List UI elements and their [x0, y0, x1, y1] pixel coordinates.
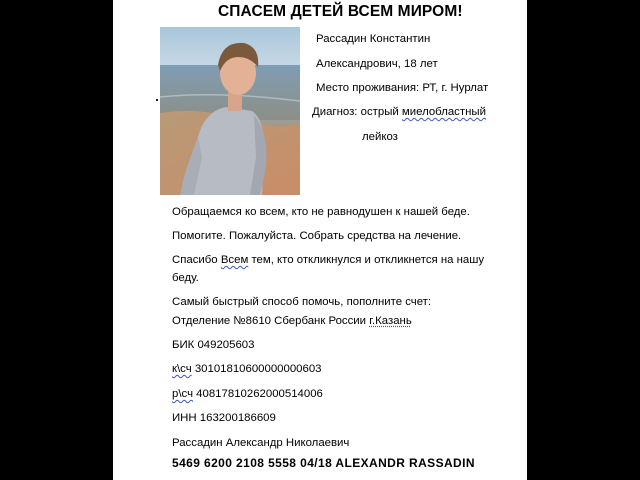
appeal-line5: Самый быстрый способ помочь, пополните счет: — [172, 296, 432, 308]
card-number-line: 5469 6200 2108 5558 04/18 ALEXANDR RASSADIN — [172, 456, 475, 470]
bank-correspondent-account — [172, 363, 322, 375]
bank-rs-label: р\сч — [172, 388, 194, 400]
appeal-line2: Помогите. Пожалуйста. Собрать средства на лечение. — [172, 230, 462, 242]
bank-account-holder: Рассадин Александр Николаевич — [172, 437, 350, 449]
diagnosis-word: миелобластный — [401, 106, 486, 118]
diagnosis-prefix: Диагноз: острый — [312, 106, 402, 118]
appeal-line1: Обращаемся ко всем, кто не равнодушен к нашей беде. — [172, 206, 470, 218]
bank-branch-city: г.Казань — [369, 315, 412, 327]
bank-ks-value: 30101810600000000603 — [191, 363, 322, 375]
page-title: СПАСЕМ ДЕТЕЙ ВСЕМ МИРОМ! — [218, 3, 463, 20]
bank-branch-prefix: Отделение №8610 Сбербанк России — [172, 315, 370, 327]
person-name-line1: Рассадин Константин — [316, 33, 431, 45]
appeal-line3-word: Всем — [220, 254, 249, 266]
person-name-line2: Александрович, 18 лет — [316, 58, 438, 70]
person-diagnosis — [312, 106, 486, 118]
stray-dot — [156, 99, 158, 101]
appeal-line3-suffix: тем, кто откликнулся и откликнется на нашу — [248, 254, 485, 266]
person-diagnosis-line2: лейкоз — [362, 131, 398, 143]
person-residence: Место проживания: РТ, г. Нурлат — [316, 82, 489, 94]
appeal-line3-prefix: Спасибо — [172, 254, 221, 266]
bank-bik: БИК 049205603 — [172, 339, 255, 351]
bank-rs-value: 40817810262000514006 — [193, 388, 323, 400]
bank-ks-label: к\сч — [172, 363, 192, 375]
document-page — [113, 0, 527, 480]
person-photo-illustration — [160, 27, 300, 195]
person-photo — [160, 27, 300, 195]
appeal-line4: беду. — [172, 272, 199, 284]
bank-branch — [172, 315, 412, 327]
bank-settlement-account — [172, 388, 323, 400]
appeal-line3 — [172, 254, 484, 266]
bank-inn: ИНН 163200186609 — [172, 412, 276, 424]
